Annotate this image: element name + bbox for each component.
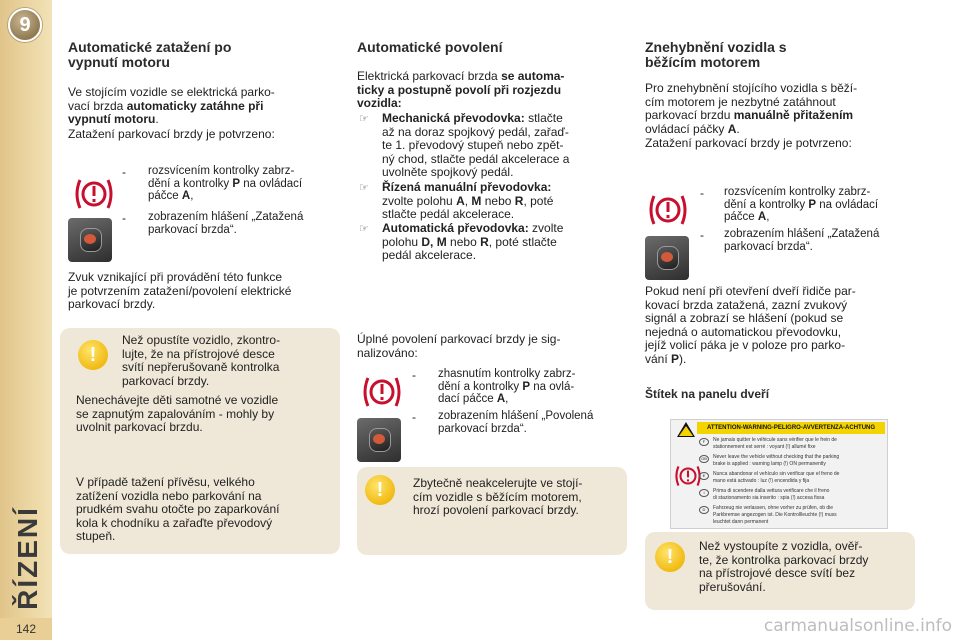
door-label-line: Nunca abandonar el vehículo sin verificar que el freno de — [713, 471, 840, 477]
language-flag-icon: D — [699, 506, 709, 514]
dash: - — [412, 368, 416, 382]
col2-bullet-robotised: Řízená manuální převodovka: zvolte polohu A, M nebo R, poté stlačte pedál akcelerace. — [382, 180, 554, 221]
col2-bullet-manual: Mechanická převodovka: stlačte až na doraz spojkový pedál, zařaď- te 1. převodový stupeň nebo zpět- ný chod, stlačte pedál akcelerace a uvolněte spojkový pedál. — [382, 111, 570, 179]
arrow-bullet-icon: ☞ — [359, 223, 369, 235]
heading-automatic-application: Automatické zatažení po vypnutí motoru — [68, 39, 232, 70]
col2-bullet-automatic: Automatická převodovka: zvolte polohu D, M nebo R, poté stlačte pedál akcelerace. — [382, 221, 564, 262]
note-box-col1: ! Než opustíte vozidlo, zkontro- lujte, že na přístrojové desce svítí nepřerušovaně kontrolka parkovací brzdy. Nenechávejte děti samotné ve vozidle se zapnutým zapalováním - mohly by uvolnit parkovací brzdu. V případě tažení přívěsu, velkého zatížení vozidla nebo parkování na prudkém svahu otočte po zaparkování kola k chodníku a zařaďte převodový stupeň. — [60, 328, 340, 554]
attention-note-icon: ! — [78, 340, 108, 370]
col3-confirm: Zatažení parkovací brzdy je potvrzeno: — [645, 136, 852, 150]
door-label-heading: Štítek na panelu dveří — [645, 387, 770, 401]
parking-brake-lever-icon — [357, 418, 401, 462]
chapter-title: ŘÍZENÍ — [12, 506, 43, 610]
col1-item2: zobrazením hlášení „Zatažená parkovací brzda“. — [148, 211, 304, 236]
language-flag-icon: E — [699, 472, 709, 480]
column-immobilisation — [645, 40, 915, 70]
door-label-line: Never leave the vehicle without checking that the parking — [713, 454, 840, 460]
note-box-col2: ! Zbytečně neakcelerujte ve stojí- cím vozidle s běžícím motorem, hrozí povolení parkovací brzdy. — [357, 467, 627, 555]
dash: - — [122, 165, 126, 179]
door-label-line: Ne jamais quitter le véhicule sans vérifier que le frein de — [713, 437, 837, 443]
dash: - — [122, 211, 126, 225]
chapter-number: 9 — [19, 14, 31, 36]
dash: - — [412, 410, 416, 424]
door-label-line: mano está activado : luz (!) encendida y fija — [713, 478, 810, 484]
column-automatic-application — [68, 40, 340, 70]
door-label-line: leuchtet dann permanent — [713, 519, 769, 525]
exclamation-warning-icon — [360, 372, 404, 412]
col1-item1: rozsvícením kontrolky zabrz- dění a kontrolky P na ovládací páčce A, — [148, 165, 303, 202]
dash: - — [700, 228, 704, 242]
col1-confirm: Zatažení parkovací brzdy je potvrzeno: — [68, 127, 275, 141]
col3-item2: zobrazením hlášení „Zatažená parkovací brzda“. — [724, 228, 880, 253]
language-flag-icon: I — [699, 489, 709, 497]
door-label-line: Parkbremse angezogen ist. Die Kontrollleuchte (!) muss — [713, 512, 837, 518]
door-label-line: stationnement est serré : voyant (!) allumé fixe — [713, 444, 816, 450]
parking-brake-lever-icon — [645, 236, 689, 280]
heading-automatic-release: Automatické povolení — [357, 39, 503, 55]
col2-full-release: Úplné povolení parkovací brzdy je sig- nalizováno: — [357, 332, 561, 360]
column-automatic-release — [357, 40, 629, 55]
door-label-line: di stazionamento sia inserito : spia (!) accesa fissa — [713, 495, 825, 501]
note-box-col3: ! Než vystoupíte z vozidla, ověř- te, že kontrolka parkovací brzdy na přístrojové desce svítí bez přerušování. — [645, 532, 915, 610]
language-flag-icon: F — [699, 438, 709, 446]
chapter-badge — [8, 8, 42, 42]
door-label-line: Prima di scendere dalla vettura verificare che il freno — [713, 488, 830, 494]
sidebar — [0, 0, 52, 640]
page-number: 142 — [0, 618, 52, 640]
col3-item1: rozsvícením kontrolky zabrz- dění a kontrolky P na ovládací páčce A, — [724, 186, 879, 223]
door-label-header: ATTENTION-WARNING-PELIGRO-AVVERTENZA-ACHTUNG — [697, 422, 885, 434]
attention-note-icon: ! — [655, 542, 685, 572]
col1-intro: Ve stojícím vozidle se elektrická parko- vací brzda automaticky zatáhne při vypnutí motoru. — [68, 85, 275, 126]
door-label-line: Fahrzeug nie verlassen, ohne vorher zu prüfen, ob die — [713, 505, 834, 511]
arrow-bullet-icon: ☞ — [359, 113, 369, 125]
exclamation-warning-icon — [72, 174, 116, 214]
door-label-line: brake is applied : warning lamp (!) ON permanently — [713, 461, 826, 467]
exclamation-warning-icon — [646, 190, 690, 230]
col3-door-warning: Pokud není při otevření dveří řidiče par- kovací brzda zatažená, zazní zvukový signál a zobrazí se hlášení (pokud se nejedná o automatickou převodovku, jejíž volicí páka je v poloze pro parko- vání P). — [645, 284, 856, 366]
parking-brake-lever-icon — [68, 218, 112, 262]
door-panel-label-image — [670, 419, 888, 529]
col2-intro: Elektrická parkovací brzda se automa- ticky a postupně povolí při rozjezdu vozidla: — [357, 69, 565, 110]
watermark: carmanualsonline.info — [763, 616, 952, 636]
heading-immobilisation: Znehybnění vozidla s běžícím motorem — [645, 39, 787, 70]
col2-item2: zobrazením hlášení „Povolená parkovací brzda“. — [438, 410, 594, 435]
arrow-bullet-icon: ☞ — [359, 182, 369, 194]
col2-item1: zhasnutím kontrolky zabrz- dění a kontrolky P na ovlá- dací páčce A, — [438, 368, 576, 405]
dash: - — [700, 186, 704, 200]
attention-note-icon: ! — [365, 475, 395, 505]
language-flag-icon: GB — [699, 455, 709, 463]
col1-sound: Zvuk vznikající při provádění této funkce je potvrzením zatažení/povolení elektrické parkovací brzdy. — [68, 270, 292, 311]
col3-intro: Pro znehybnění stojícího vozidla s běží- cím motorem je nezbytné zatáhnout parkovací brzdu manuálně přitažením ovládací páčky A. — [645, 81, 858, 136]
